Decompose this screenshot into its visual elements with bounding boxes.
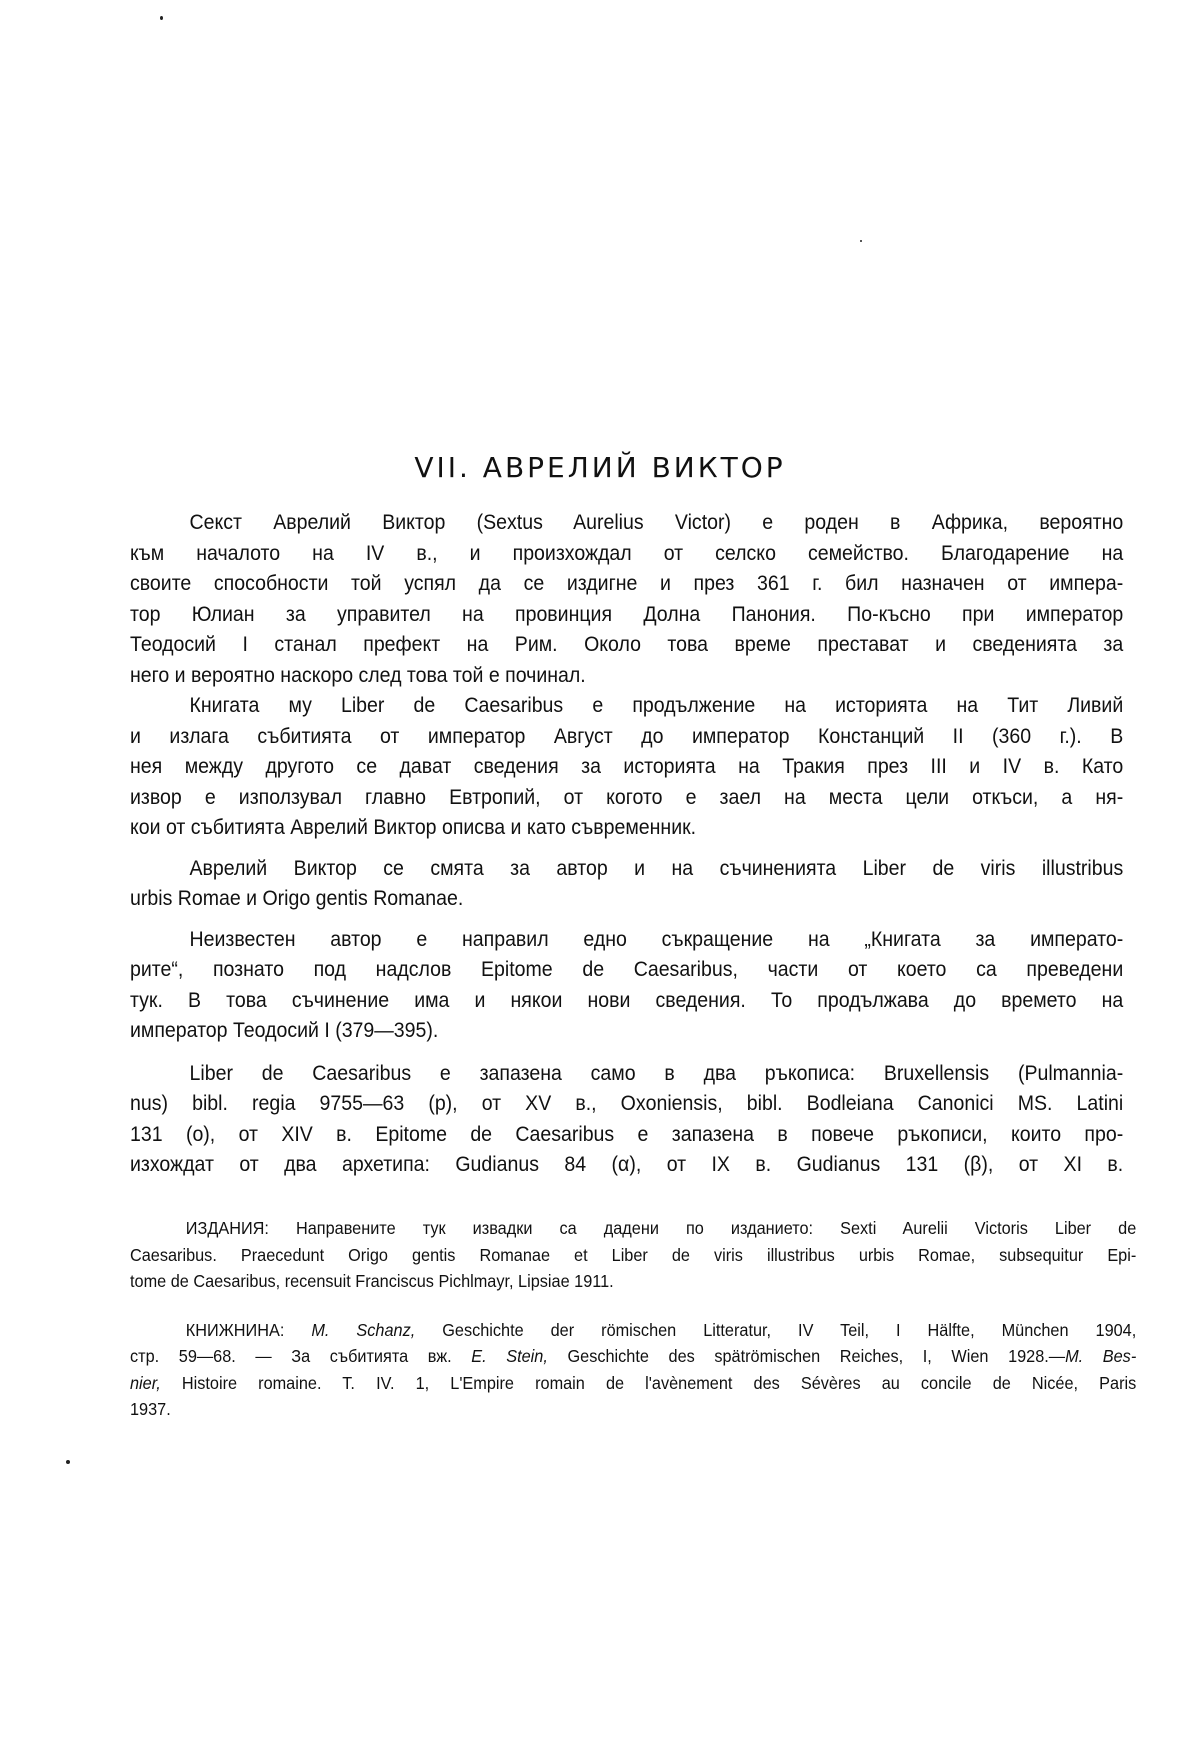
citation: стр. 59—68. — За събитията вж.: [130, 1346, 452, 1366]
text-line: извор е използувал главно Евтропий, от когото е заел на места цели откъси, а ня-: [130, 785, 1124, 809]
text-line: Аврелий Виктор се смята за автор и на съчиненията Liber de viris illustribus: [189, 856, 1124, 880]
paragraph: [130, 508, 1123, 691]
literature-label: КНИЖНИНА:: [185, 1319, 285, 1340]
text-line: Caesaribus. Praecedunt Origo gentis Romanae et Liber de viris illustribus urbis Romae, subsequitur Epi-: [130, 1244, 1137, 1265]
text-line: urbis Romae и Origo gentis Romanae.: [130, 887, 464, 910]
text-line: Неизвестен автор е направил едно съкращение на „Книгата за императо-: [189, 927, 1124, 951]
text-line: тор Юлиан за управител на провинция Долна Панония. По-късно при император: [130, 602, 1124, 626]
paragraph: [130, 854, 1123, 915]
main-text: [130, 508, 1123, 1181]
author: E. Stein,: [471, 1346, 548, 1366]
citation: Geschichte des spätrömischen Reiches, I, Wien 1928.—: [567, 1346, 1066, 1366]
text-line: [130, 1317, 1136, 1344]
text-line: Книгата му Liber de Caesaribus е продължение на историята на Тит Ливий: [189, 694, 1124, 717]
paragraph: [130, 925, 1123, 1047]
chapter-title: VII. АВРЕЛИЙ ВИКТОР: [414, 450, 786, 484]
text-line: изхождат от два архетипа: Gudianus 84 (α), от IX в. Gudianus 131 (β), от XI в.: [130, 1153, 1124, 1176]
text-line: 131 (o), от XIV в. Epitome de Caesaribus е запазена в повече ръкописи, които про-: [130, 1122, 1124, 1146]
text-line: Теодосий I станал префект на Рим. Около това време престават и сведенията за: [130, 633, 1124, 656]
text-line: 1937.: [130, 1399, 171, 1419]
citation: Geschichte der römischen Litteratur, IV Teil, I Hälfte, München 1904,: [442, 1319, 1137, 1340]
text-line: император Теодосий I (379—395).: [130, 1019, 439, 1042]
scan-speck: [66, 1460, 70, 1464]
citation: Histoire romaine. T. IV. 1, L'Empire romain de l'avènement des Sévères au concile de Nicée, Paris: [181, 1372, 1137, 1393]
literature-note: [130, 1317, 1136, 1423]
author: nier,: [130, 1372, 161, 1393]
paragraph: [130, 691, 1123, 844]
text-line: тук. В това съчинение има и някои нови сведения. То продължава до времето на: [130, 988, 1124, 1012]
text-line: ИЗДАНИЯ: Направените тук извадки са дадени по изданието: Sexti Aurelii Victoris Liber de: [185, 1218, 1137, 1238]
text-line: кои от събитията Аврелий Виктор описва и като съвременник.: [130, 816, 697, 839]
text-line: [130, 1343, 1136, 1370]
author: M. Schanz,: [311, 1319, 416, 1340]
scan-speck: [160, 16, 163, 20]
editions-note: [130, 1215, 1136, 1295]
text-line: своите способности той успял да се издигне и през 361 г. бил назначен от импера-: [130, 572, 1124, 595]
text-line: nus) bibl. regia 9755—63 (p), от XV в., Oxoniensis, bibl. Bodleiana Canonici MS. Latini: [130, 1092, 1124, 1115]
text-line: Секст Аврелий Виктор (Sextus Aurelius Victor) е роден в Африка, вероятно: [189, 511, 1124, 534]
paragraph: [130, 1059, 1123, 1181]
text-line: Liber de Caesaribus е запазена само в два ръкописа: Bruxellensis (Pulmannia-: [189, 1061, 1124, 1085]
bibliography: [130, 1215, 1136, 1423]
author: M. Bes-: [1065, 1346, 1137, 1366]
text-line: към началото на IV в., и произхождал от селско семейство. Благодарение на: [130, 541, 1124, 565]
text-line: нея между другото се дават сведения за историята на Тракия през III и IV в. Като: [130, 755, 1124, 778]
text-line: tome de Caesaribus, recensuit Franciscus Pichlmayr, Lipsiae 1911.: [130, 1271, 614, 1291]
scan-speck: [860, 240, 862, 242]
text-line: и излага събитията от император Август до император Констанций II (360 г.). В: [130, 724, 1124, 748]
text-line: него и вероятно наскоро след това той е починал.: [130, 663, 586, 687]
text-line: [130, 1370, 1136, 1397]
text-line: рите“, познато под надслов Epitome de Caesaribus, части от което са преведени: [130, 958, 1124, 981]
